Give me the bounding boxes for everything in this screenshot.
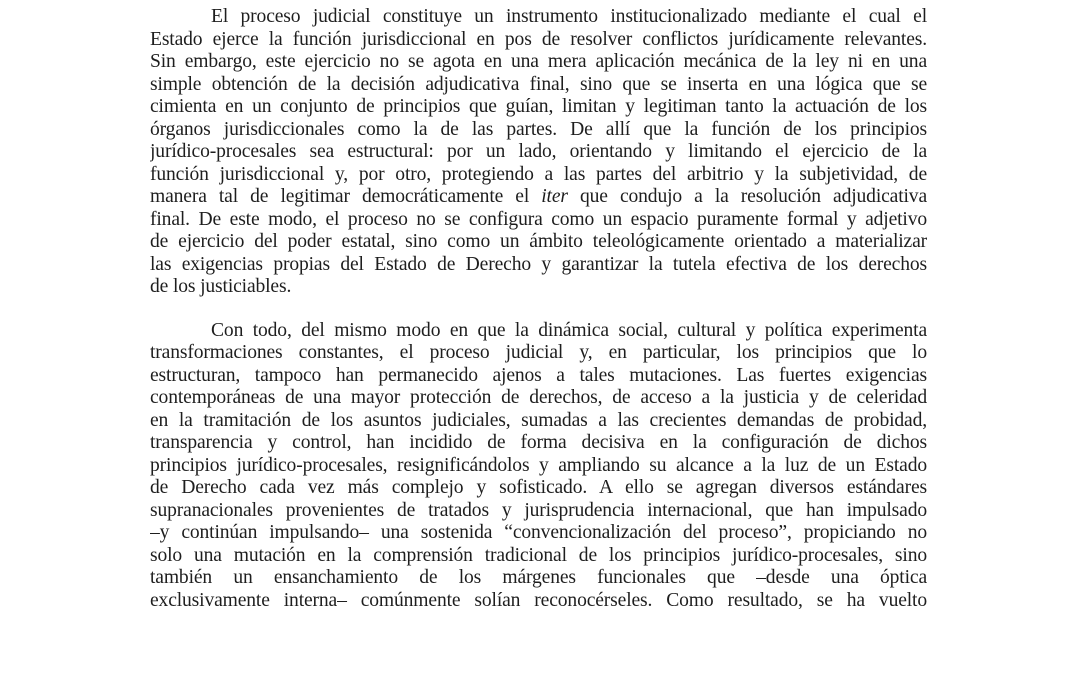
document-page	[150, 6, 927, 612]
text-line: Con todo, del mismo modo en que la dinámica social, cultural y política experimenta	[211, 319, 927, 341]
text-line: exclusivamente interna– comúnmente solían reconocérseles. Como resultado, se ha vuelto	[150, 589, 927, 611]
text-line: de Derecho cada vez más complejo y sofisticado. A ello se agregan diversos estándares	[150, 477, 927, 498]
text-line: función jurisdiccional y, por otro, protegiendo a las partes del arbitrio y la subjetividad, de	[150, 163, 927, 185]
text-line-with-italic	[150, 186, 927, 209]
text-line: contemporáneas de una mayor protección de derechos, de acceso a la justicia y de celeridad	[150, 387, 927, 408]
text-line: órganos jurisdiccionales como la de las partes. De allí que la función de los principios	[150, 118, 927, 140]
text-line: de ejercicio del poder estatal, sino como un ámbito teleológicamente orientado a materializar	[150, 231, 927, 252]
text-segment: manera tal de legitimar democráticamente el	[150, 186, 542, 207]
text-line: solo una mutación en la comprensión tradicional de los principios jurídico-procesales, sino	[150, 544, 927, 566]
text-line: jurídico-procesales sea estructural: por un lado, orientando y limitando el ejercicio de la	[150, 141, 927, 162]
text-line: –y continúan impulsando– una sostenida “convencionalización del proceso”, propiciando no	[150, 522, 927, 543]
text-line: estructuran, tampoco han permanecido ajenos a tales mutaciones. Las fuertes exigencias	[150, 364, 927, 386]
text-line: transformaciones constantes, el proceso judicial y, en particular, los principios que lo	[150, 342, 927, 363]
text-line: transparencia y control, han incidido de forma decisiva en la configuración de dichos	[150, 432, 927, 453]
text-line: en la tramitación de los asuntos judiciales, sumadas a las crecientes demandas de probidad,	[150, 409, 927, 431]
text-line: Sin embargo, este ejercicio no se agota en una mera aplicación mecánica de la ley ni en una	[150, 51, 927, 72]
text-line: las exigencias propias del Estado de Derecho y garantizar la tutela efectiva de los derechos	[150, 253, 927, 275]
text-line: final. De este modo, el proceso no se configura como un espacio puramente formal y adjetivo	[150, 208, 927, 230]
text-line: simple obtención de la decisión adjudicativa final, sino que se inserta en una lógica que se	[150, 73, 927, 95]
text-line: cimienta en un conjunto de principios que guían, limitan y legitiman tanto la actuación de los	[150, 96, 927, 117]
text-line: Estado ejerce la función jurisdiccional en pos de resolver conflictos jurídicamente relevantes.	[150, 28, 927, 50]
text-line: supranacionales provenientes de tratados y jurisprudencia internacional, que han impulsado	[150, 499, 927, 521]
text-line: también un ensanchamiento de los márgenes funcionales que –desde una óptica	[150, 567, 927, 588]
paragraph-2	[150, 320, 927, 613]
text-line: El proceso judicial constituye un instrumento institucionalizado mediante el cual el	[211, 6, 927, 27]
paragraph-1	[150, 6, 927, 299]
text-segment: que condujo a la resolución adjudicativa	[567, 186, 927, 207]
italic-term-iter: iter	[541, 186, 568, 207]
text-line: principios jurídico-procesales, resignificándolos y ampliando su alcance a la luz de un Estado	[150, 454, 927, 476]
text-line: de los justiciables.	[150, 276, 292, 297]
